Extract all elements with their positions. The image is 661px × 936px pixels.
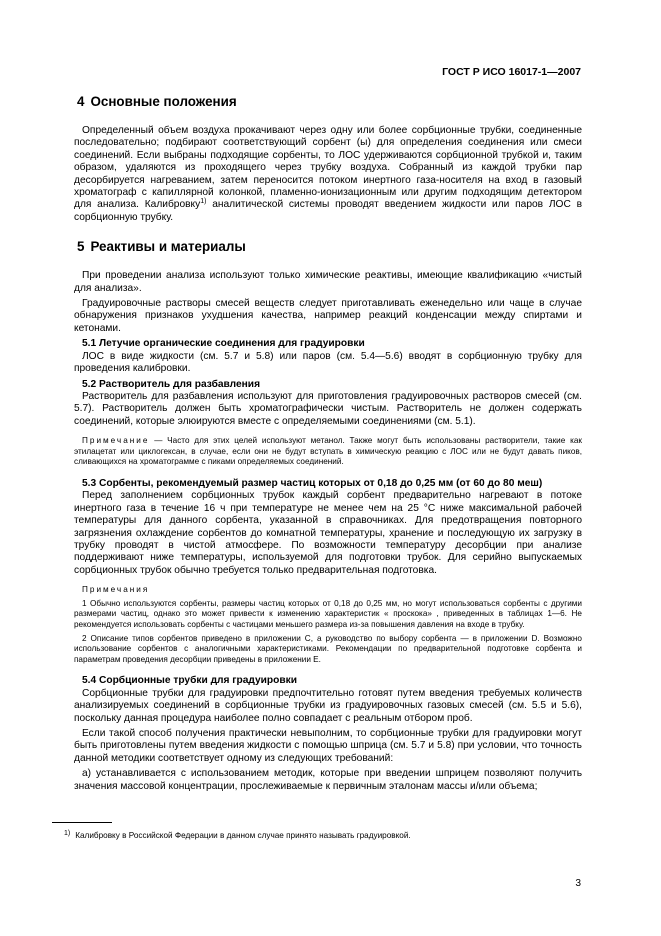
note-item-1: 1 Обычно используются сорбенты, размеры частиц которых от 0,18 до 0,25 мм, но могут использоваться сорбенты с другими размерами частиц, однако это может привести к изменению характеристик « проскока» , приведенных в таблицах 1—6. Не рекомендуется использовать сорбенты с частицами меньшего размера из-за повышения давления на входе в трубку. bbox=[74, 598, 582, 629]
subsection-5-1-text: ЛОС в виде жидкости (см. 5.7 и 5.8) или паров (см. 5.4—5.6) вводят в сорбционную трубку для проведения калибровки. bbox=[74, 350, 582, 375]
document-code-header: ГОСТ Р ИСО 16017-1—2007 bbox=[442, 66, 581, 78]
footnote bbox=[64, 831, 584, 842]
section-5-heading bbox=[77, 239, 582, 255]
note-item-2: 2 Описание типов сорбентов приведено в приложении С, а руководство по выбору сорбента — в приложении D. Возможно использование сорбентов с аналогичными характеристиками. Рекомендации по предварительной подготовке сорбента и параметрам проведения десорбции приведены в приложении Е. bbox=[74, 633, 582, 664]
subsection-5-2-text: Растворитель для разбавления используют для приготовления градуировочных растворов смесей (см. 5.7). Растворитель должен быть хроматографически чистым. Растворитель не должен содержать соединений, которые элюируются вместе с определяемыми соединениями (см. 5.1). bbox=[74, 390, 582, 427]
footnote-text: Калибровку в Российской Федерации в данном случае принято называть градуировкой. bbox=[75, 831, 411, 840]
note-text: — Часто для этих целей используют метанол. Также могут быть использованы растворители, такие как этилацетат или циклогексан, в случае, если они не будут вступать в химическую реакцию с ЛОС или не будут давать пиков, сливающихся на хроматограмме с пиками определяемых соединений. bbox=[74, 436, 582, 467]
section-5-paragraph-2: Градуировочные растворы смесей веществ следует приготавливать еженедельно или чаще в случае обнаружения признаков ухудшения качества, например реакций конденсации между спиртами и кетонами. bbox=[74, 298, 582, 334]
section-4-text-part2: аналитической системы проводят введением жидкости или паров ЛОС в сорбционную трубку. bbox=[74, 199, 582, 223]
footnote-reference: 1) bbox=[200, 198, 207, 206]
section-4-heading bbox=[77, 94, 582, 110]
subsection-5-3-notes bbox=[74, 585, 582, 665]
subsection-5-1-heading: 5.1 Летучие органические соединения для градуировки bbox=[82, 338, 365, 350]
section-5-paragraph-1: При проведении анализа используют только химические реактивы, имеющие квалификацию «чистый для анализа». bbox=[74, 270, 582, 294]
section-4-text-part1: Определенный объем воздуха прокачивают через одну или более сорбционные трубки, соединенные последовательно; подбирают соответствующий сорбент (ы) для определения соединения или смеси соединений. Если выбраны подходящие сорбенты, то ЛОС удерживаются сорбционной трубкой и, таким образом, удаляются из проходящего через трубку воздуха. Собранный из каждой трубки пар десорбируется нагреванием, затем переносится потоком инертного газа-носителя на вход в газовый хроматограф с капиллярной колонкой, пламенно-ионизационным или другим подходящим детектором для анализа. Калибровку bbox=[74, 125, 582, 211]
subsection-5-3-text: Перед заполнением сорбционных трубок каждый сорбент предварительно нагревают в потоке инертного газа в течение 16 ч при температуре не менее чем на 25 °С ниже максимальной рабочей температуры для данного сорбента, указанной в справочниках. Для предотвращения повторного загрязнения охлаждение сорбентов до комнатной температуры, хранение и последующую их загрузку в трубку проводят в чистой атмосфере. По возможности температуру десорбции при анализе поддерживают ниже температуры, используемой для подготовки трубок. Для серийно выпускаемых сорбционных трубок обычно требуется только предварительная подготовка. bbox=[74, 490, 582, 576]
section-4-title: Основные положения bbox=[90, 94, 237, 109]
notes-title: Примечания bbox=[82, 585, 150, 595]
note-label: Примечание bbox=[82, 436, 150, 446]
footnote-separator bbox=[52, 822, 112, 823]
subsection-5-4-heading: 5.4 Сорбционные трубки для градуировки bbox=[82, 675, 298, 687]
page-content bbox=[74, 94, 582, 793]
footnote-mark: 1) bbox=[64, 830, 71, 837]
subsection-5-4-paragraph-2: Если такой способ получения практически невыполним, то сорбционные трубки для градуировки могут быть приготовлены путем введения жидкости с помощью шприца (см. 5.7 и 5.8) при условии, что точность данной методики соответствует одному из следующих требований: bbox=[74, 727, 582, 764]
section-4-number: 4 bbox=[77, 94, 85, 109]
subsection-5-2-heading: 5.2 Растворитель для разбавления bbox=[82, 378, 261, 390]
subsection-5-4-list-item-a: а) устанавливается с использованием методик, которые при введении шприцем позволяют получить значения массовой концентрации, прослеживаемые к первичным эталонам массы и/или объема; bbox=[74, 768, 582, 792]
subsection-5-4-paragraph-1: Сорбционные трубки для градуировки предпочтительно готовят путем введения требуемых количеств анализируемых соединений в сорбционные трубки из градуировочных газовых смесей (см. 5.5 и 5.6), поскольку данная процедура наиболее полно совпадает с реальным отбором проб. bbox=[74, 687, 582, 724]
section-5-number: 5 bbox=[77, 239, 85, 255]
section-5-title: Реактивы и материалы bbox=[90, 239, 246, 255]
section-4-paragraph bbox=[74, 125, 582, 224]
subsection-5-3-heading: 5.3 Сорбенты, рекомендуемый размер частиц которых от 0,18 до 0,25 мм (от 60 до 80 меш) bbox=[82, 477, 543, 489]
subsection-5-2-note bbox=[74, 436, 582, 468]
page-number: 3 bbox=[575, 878, 581, 889]
